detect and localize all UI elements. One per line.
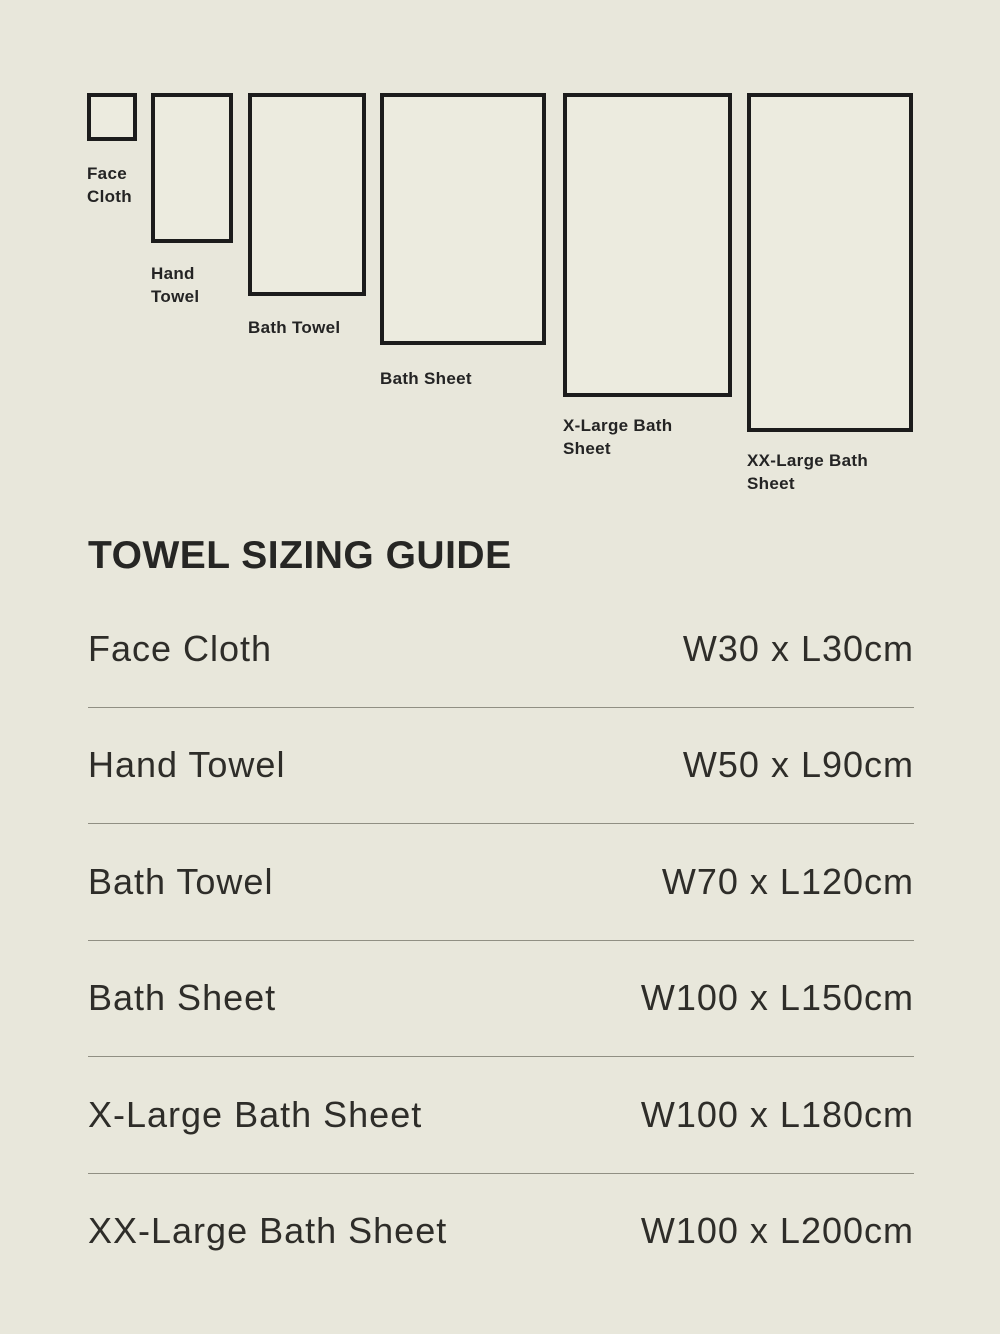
towel-name: Bath Sheet <box>88 977 277 1019</box>
towel-rect-hand-towel <box>151 93 233 243</box>
towel-label-face-cloth: Face Cloth <box>87 164 132 206</box>
towel-size: W30 x L30cm <box>682 627 914 669</box>
towel-label-x-large-bath-sheet: X-Large Bath Sheet <box>563 416 673 458</box>
towel-name: Bath Towel <box>88 860 274 902</box>
towel-size: W100 x L150cm <box>640 977 914 1019</box>
towel-rect-xx-large-bath-sheet <box>747 93 913 432</box>
towel-name: Hand Towel <box>88 744 286 786</box>
table-row <box>88 591 914 708</box>
towel-label-xx-large-bath-sheet: XX-Large Bath Sheet <box>747 451 869 493</box>
page-title: TOWEL SIZING GUIDE <box>88 534 512 577</box>
sizing-table <box>88 591 914 1289</box>
towel-label-bath-towel: Bath Towel <box>248 318 341 337</box>
table-row <box>88 1174 914 1290</box>
towel-name: X-Large Bath Sheet <box>88 1093 423 1135</box>
towel-label-bath-sheet: Bath Sheet <box>380 369 472 388</box>
towel-rect-bath-towel <box>248 93 366 296</box>
towel-name: Face Cloth <box>88 627 273 669</box>
towel-size: W50 x L90cm <box>682 744 914 786</box>
table-row <box>88 824 914 941</box>
towel-name: XX-Large Bath Sheet <box>88 1210 448 1252</box>
towel-rect-bath-sheet <box>380 93 546 345</box>
towel-rect-face-cloth <box>87 93 137 141</box>
table-row <box>88 708 914 825</box>
table-row <box>88 1057 914 1174</box>
table-row <box>88 941 914 1058</box>
towel-size: W100 x L200cm <box>640 1210 914 1252</box>
towel-rect-x-large-bath-sheet <box>563 93 732 397</box>
towel-label-hand-towel: Hand Towel <box>151 264 200 306</box>
towel-size: W100 x L180cm <box>640 1093 914 1135</box>
towel-size: W70 x L120cm <box>661 860 914 902</box>
